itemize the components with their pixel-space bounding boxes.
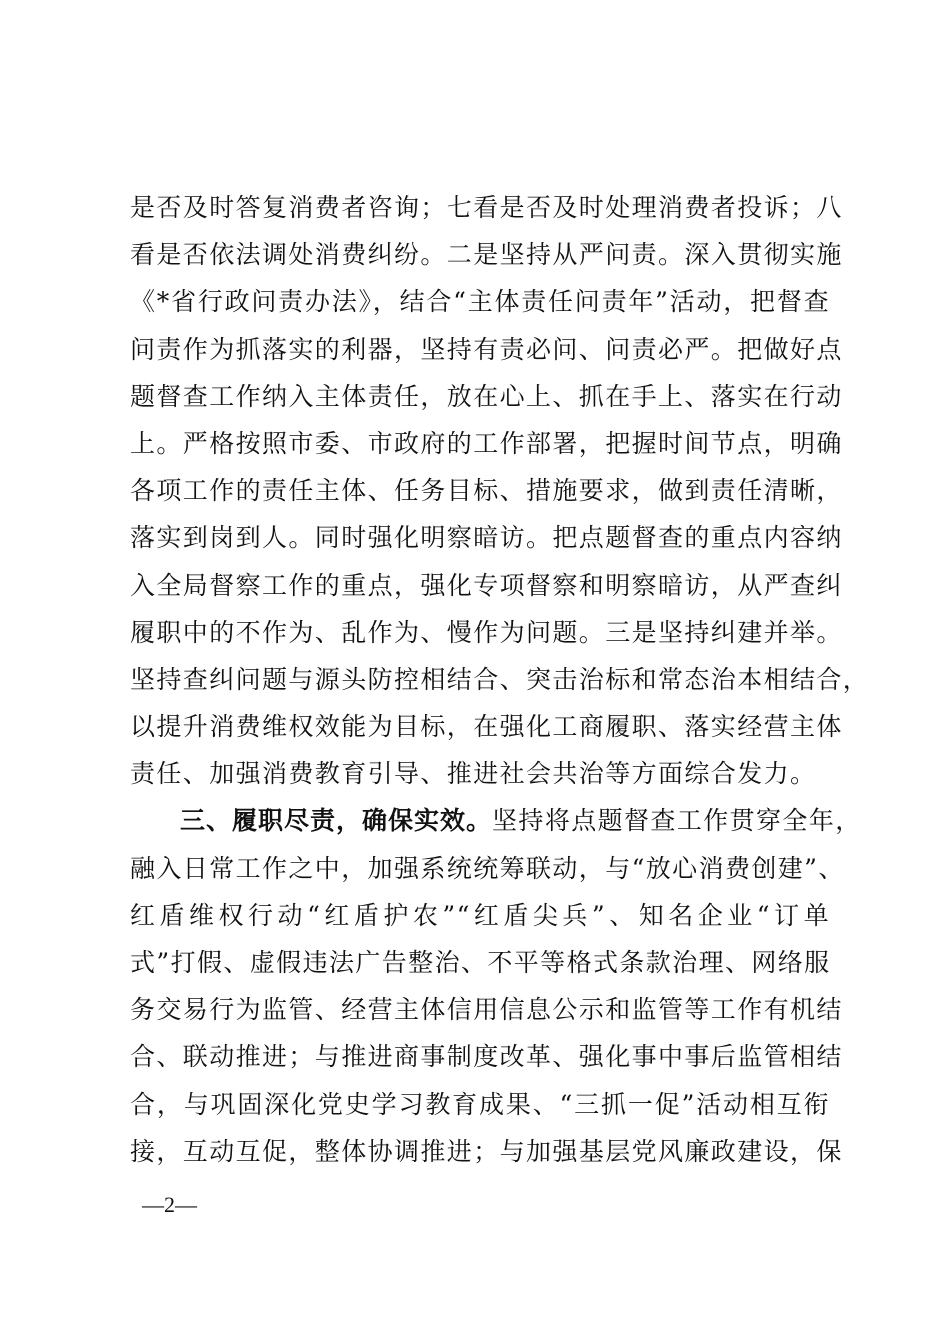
text-line: 上。严格按照市委、市政府的工作部署，把握时间节点，明确	[130, 428, 843, 458]
text-line: 坚持查纠问题与源头防控相结合、突击治标和常态治本相结合，	[130, 664, 870, 694]
text-line: 红盾维权行动“红盾护农”“红盾尖兵”、知名企业“订单	[130, 900, 830, 930]
text-line: 接，互动互促，整体协调推进；与加强基层党风廉政建设，保	[130, 1136, 843, 1166]
section-heading-rest: 坚持将点题督查工作贯穿全年，	[492, 806, 862, 836]
text-line: 题督查工作纳入主体责任，放在心上、抓在手上、落实在行动	[130, 381, 843, 411]
text-line: 问责作为抓落实的利器，坚持有责必问、问责必严。把做好点	[130, 334, 843, 364]
text-line: 入全局督察工作的重点，强化专项督察和明察暗访，从严查纠	[130, 570, 843, 600]
text-line: 落实到岗到人。同时强化明察暗访。把点题督查的重点内容纳	[130, 523, 843, 553]
text-line: 务交易行为监管、经营主体信用信息公示和监管等工作有机结	[130, 995, 843, 1025]
text-line: 责任、加强消费教育引导、推进社会共治等方面综合发力。	[130, 759, 817, 789]
page-number: —2—	[142, 1192, 197, 1217]
text-line: 《*省行政问责办法》，结合“主体责任问责年”活动，把督查	[130, 287, 830, 317]
text-line: 融入日常工作之中，加强系统统筹联动，与“放心消费创建”、	[130, 853, 845, 883]
section-heading: 三、履职尽责，确保实效。	[180, 806, 493, 836]
section-heading-line	[130, 797, 862, 844]
text-line: 各项工作的责任主体、任务目标、措施要求，做到责任清晰，	[130, 476, 843, 506]
text-line: 合，与巩固深化党史学习教育成果、“三抓一促”活动相互衔	[130, 1089, 830, 1119]
text-line: 是否及时答复消费者咨询；七看是否及时处理消费者投诉；八	[130, 193, 843, 222]
text-line: 以提升消费维权效能为目标，在强化工商履职、落实经营主体	[130, 712, 843, 742]
text-line: 合、联动推进；与推进商事制度改革、强化事中事后监管相结	[130, 1042, 843, 1072]
text-line: 看是否依法调处消费纠纷。二是坚持从严问责。深入贯彻实施	[130, 240, 843, 270]
text-line: 式”打假、虚假违法广告整治、不平等格式条款治理、网络服	[130, 948, 831, 977]
body-text	[130, 184, 870, 1175]
text-line: 履职中的不作为、乱作为、慢作为问题。三是坚持纠建并举。	[130, 617, 843, 647]
